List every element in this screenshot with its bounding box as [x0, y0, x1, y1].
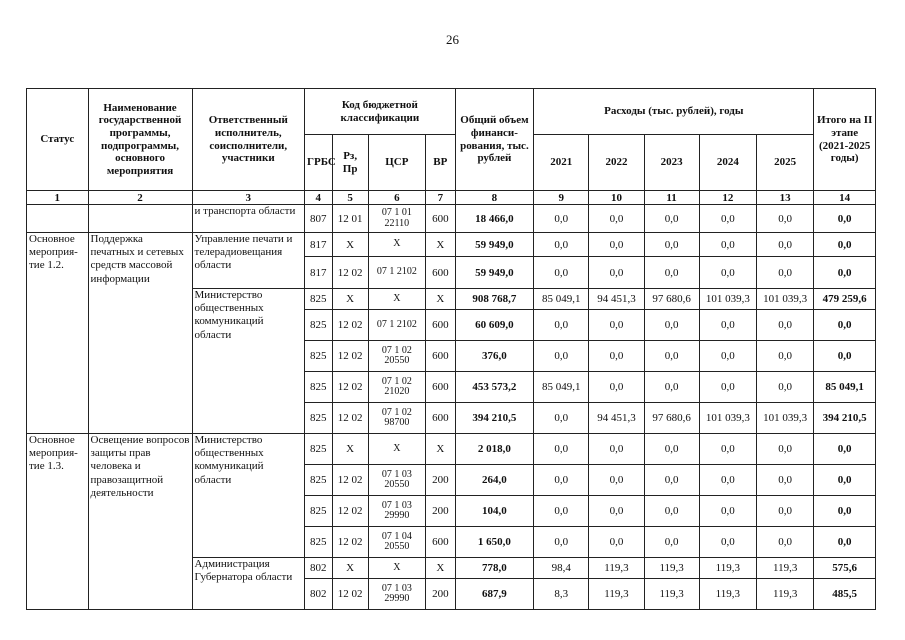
budget-table	[26, 88, 876, 610]
year-2021-cell: 0,0	[534, 434, 589, 465]
column-number: 6	[368, 191, 425, 205]
total-cell: 59 949,0	[455, 233, 534, 257]
rzpr-cell: 12 02	[332, 403, 368, 434]
year-2025-cell: 0,0	[757, 496, 814, 527]
year-2024-cell: 0,0	[699, 257, 756, 289]
year-2022-cell: 0,0	[589, 434, 644, 465]
rzpr-cell: 12 02	[332, 496, 368, 527]
year-2024-cell: 0,0	[699, 205, 756, 233]
year-2022-cell: 119,3	[589, 558, 644, 579]
grbs-cell: 825	[305, 527, 333, 558]
csr-cell: Х	[368, 289, 425, 310]
grbs-cell: 825	[305, 341, 333, 372]
column-number: 11	[644, 191, 699, 205]
year-2025-cell: 0,0	[757, 434, 814, 465]
column-number: 14	[814, 191, 876, 205]
year-2025-cell: 0,0	[757, 233, 814, 257]
year-2021-cell: 0,0	[534, 310, 589, 341]
year-2023-cell: 0,0	[644, 257, 699, 289]
header-grbs: ГРБС	[305, 135, 333, 191]
grbs-cell: 817	[305, 257, 333, 289]
year-2022-cell: 0,0	[589, 233, 644, 257]
year-2022-cell: 0,0	[589, 496, 644, 527]
rzpr-cell: 12 02	[332, 372, 368, 403]
year-2023-cell: 0,0	[644, 341, 699, 372]
csr-cell: 07 1 02 20550	[368, 341, 425, 372]
rzpr-cell: 12 02	[332, 310, 368, 341]
year-2024-cell: 0,0	[699, 496, 756, 527]
total-cell: 687,9	[455, 579, 534, 610]
header-year-2022: 2022	[589, 135, 644, 191]
year-2021-cell: 0,0	[534, 341, 589, 372]
total-cell: 59 949,0	[455, 257, 534, 289]
stage-total-cell: 0,0	[814, 257, 876, 289]
vr-cell: 600	[425, 310, 455, 341]
rzpr-cell: 12 02	[332, 527, 368, 558]
vr-cell: 200	[425, 496, 455, 527]
year-2025-cell: 0,0	[757, 527, 814, 558]
vr-cell: Х	[425, 434, 455, 465]
header-status: Статус	[27, 89, 89, 191]
csr-cell: 07 1 01 22110	[368, 205, 425, 233]
status-cell: Основное мероприя-тие 1.2.	[27, 233, 89, 434]
year-2023-cell: 0,0	[644, 465, 699, 496]
stage-total-cell: 0,0	[814, 434, 876, 465]
vr-cell: 600	[425, 205, 455, 233]
total-cell: 376,0	[455, 341, 534, 372]
stage-total-cell: 485,5	[814, 579, 876, 610]
responsible-cell: Администрация Губернатора области	[192, 558, 304, 610]
responsible-cell: Управление печати и телерадиовещания области	[192, 233, 304, 289]
year-2024-cell: 0,0	[699, 372, 756, 403]
stage-total-cell: 0,0	[814, 310, 876, 341]
vr-cell: 600	[425, 341, 455, 372]
header-rzpr: Рз, Пр	[332, 135, 368, 191]
year-2025-cell: 0,0	[757, 372, 814, 403]
grbs-cell: 825	[305, 496, 333, 527]
year-2022-cell: 0,0	[589, 527, 644, 558]
stage-total-cell: 0,0	[814, 527, 876, 558]
vr-cell: 600	[425, 527, 455, 558]
csr-cell: 07 1 03 20550	[368, 465, 425, 496]
rzpr-cell: Х	[332, 233, 368, 257]
measure-name-cell: Поддержка печатных и сетевых средств массовой информации	[88, 233, 192, 434]
total-cell: 1 650,0	[455, 527, 534, 558]
year-2024-cell: 119,3	[699, 579, 756, 610]
year-2021-cell: 0,0	[534, 403, 589, 434]
grbs-cell: 802	[305, 558, 333, 579]
year-2022-cell: 0,0	[589, 341, 644, 372]
year-2021-cell: 0,0	[534, 496, 589, 527]
year-2022-cell: 94 451,3	[589, 403, 644, 434]
column-number: 4	[305, 191, 333, 205]
year-2021-cell: 8,3	[534, 579, 589, 610]
year-2024-cell: 101 039,3	[699, 403, 756, 434]
rzpr-cell: 12 02	[332, 257, 368, 289]
responsible-cell: Министерство общественных коммуникаций области	[192, 434, 304, 558]
total-cell: 60 609,0	[455, 310, 534, 341]
csr-cell: 07 1 04 20550	[368, 527, 425, 558]
year-2023-cell: 0,0	[644, 527, 699, 558]
stage-total-cell: 0,0	[814, 341, 876, 372]
csr-cell: 07 1 03 29990	[368, 579, 425, 610]
total-cell: 2 018,0	[455, 434, 534, 465]
grbs-cell: 802	[305, 579, 333, 610]
year-2023-cell: 119,3	[644, 558, 699, 579]
csr-cell: 07 1 2102	[368, 257, 425, 289]
header-vr: ВР	[425, 135, 455, 191]
csr-cell: 07 1 02 98700	[368, 403, 425, 434]
rzpr-cell: 12 02	[332, 465, 368, 496]
year-2023-cell: 0,0	[644, 310, 699, 341]
year-2022-cell: 0,0	[589, 205, 644, 233]
year-2025-cell: 101 039,3	[757, 289, 814, 310]
status-cell-empty	[27, 205, 89, 233]
year-2025-cell: 0,0	[757, 257, 814, 289]
year-2023-cell: 97 680,6	[644, 403, 699, 434]
header-name: Наименование государственной программы, подпрограммы, основного мероприятия	[88, 89, 192, 191]
rzpr-cell: Х	[332, 434, 368, 465]
stage-total-cell: 85 049,1	[814, 372, 876, 403]
year-2023-cell: 0,0	[644, 205, 699, 233]
stage-total-cell: 479 259,6	[814, 289, 876, 310]
year-2025-cell: 101 039,3	[757, 403, 814, 434]
year-2021-cell: 0,0	[534, 233, 589, 257]
stage-total-cell: 0,0	[814, 233, 876, 257]
column-number: 5	[332, 191, 368, 205]
table-row	[27, 205, 876, 233]
rzpr-cell: 12 01	[332, 205, 368, 233]
year-2023-cell: 0,0	[644, 434, 699, 465]
year-2024-cell: 0,0	[699, 341, 756, 372]
vr-cell: 600	[425, 257, 455, 289]
grbs-cell: 825	[305, 372, 333, 403]
responsible-cell: и транспорта области	[192, 205, 304, 233]
year-2024-cell: 0,0	[699, 527, 756, 558]
grbs-cell: 825	[305, 465, 333, 496]
year-2022-cell: 0,0	[589, 257, 644, 289]
measure-name-cell: Освещение вопросов защиты прав человека и правозащитной деятельности	[88, 434, 192, 610]
column-number: 8	[455, 191, 534, 205]
stage-total-cell: 575,6	[814, 558, 876, 579]
column-number: 7	[425, 191, 455, 205]
vr-cell: 200	[425, 579, 455, 610]
column-number-row	[27, 191, 876, 205]
header-total-volume: Общий объем финанси-рования, тыс. рублей	[455, 89, 534, 191]
column-number: 1	[27, 191, 89, 205]
column-number: 3	[192, 191, 304, 205]
year-2024-cell: 0,0	[699, 465, 756, 496]
year-2022-cell: 119,3	[589, 579, 644, 610]
total-cell: 778,0	[455, 558, 534, 579]
stage-total-cell: 0,0	[814, 465, 876, 496]
header-responsible: Ответственный исполнитель, соисполнители, участники	[192, 89, 304, 191]
total-cell: 104,0	[455, 496, 534, 527]
column-number: 13	[757, 191, 814, 205]
total-cell: 18 466,0	[455, 205, 534, 233]
year-2021-cell: 85 049,1	[534, 289, 589, 310]
vr-cell: 200	[425, 465, 455, 496]
header-year-2021: 2021	[534, 135, 589, 191]
csr-cell: Х	[368, 434, 425, 465]
year-2025-cell: 0,0	[757, 310, 814, 341]
header-csr: ЦСР	[368, 135, 425, 191]
year-2025-cell: 119,3	[757, 579, 814, 610]
year-2021-cell: 98,4	[534, 558, 589, 579]
year-2021-cell: 85 049,1	[534, 372, 589, 403]
csr-cell: 07 1 03 29990	[368, 496, 425, 527]
vr-cell: 600	[425, 403, 455, 434]
csr-cell: Х	[368, 233, 425, 257]
rzpr-cell: Х	[332, 558, 368, 579]
vr-cell: Х	[425, 558, 455, 579]
column-number: 2	[88, 191, 192, 205]
responsible-cell: Министерство общественных коммуникаций области	[192, 289, 304, 434]
year-2023-cell: 0,0	[644, 372, 699, 403]
header-expenses: Расходы (тыс. рублей), годы	[534, 89, 814, 135]
grbs-cell: 817	[305, 233, 333, 257]
status-cell: Основное мероприя-тие 1.3.	[27, 434, 89, 610]
table-row	[27, 233, 876, 257]
total-cell: 394 210,5	[455, 403, 534, 434]
csr-cell: 07 1 02 21020	[368, 372, 425, 403]
rzpr-cell: 12 02	[332, 341, 368, 372]
stage-total-cell: 0,0	[814, 496, 876, 527]
year-2025-cell: 0,0	[757, 341, 814, 372]
csr-cell: Х	[368, 558, 425, 579]
year-2024-cell: 0,0	[699, 233, 756, 257]
year-2025-cell: 119,3	[757, 558, 814, 579]
year-2022-cell: 94 451,3	[589, 289, 644, 310]
total-cell: 264,0	[455, 465, 534, 496]
year-2021-cell: 0,0	[534, 205, 589, 233]
year-2025-cell: 0,0	[757, 205, 814, 233]
total-cell: 908 768,7	[455, 289, 534, 310]
year-2024-cell: 0,0	[699, 310, 756, 341]
year-2021-cell: 0,0	[534, 527, 589, 558]
column-number: 9	[534, 191, 589, 205]
header-year-2024: 2024	[699, 135, 756, 191]
year-2025-cell: 0,0	[757, 465, 814, 496]
total-cell: 453 573,2	[455, 372, 534, 403]
header-stage-total: Итого на II этапе (2021-2025 годы)	[814, 89, 876, 191]
grbs-cell: 825	[305, 434, 333, 465]
column-number: 12	[699, 191, 756, 205]
rzpr-cell: 12 02	[332, 579, 368, 610]
header-year-2023: 2023	[644, 135, 699, 191]
year-2024-cell: 101 039,3	[699, 289, 756, 310]
grbs-cell: 825	[305, 289, 333, 310]
year-2023-cell: 119,3	[644, 579, 699, 610]
year-2021-cell: 0,0	[534, 465, 589, 496]
year-2024-cell: 0,0	[699, 434, 756, 465]
year-2023-cell: 0,0	[644, 233, 699, 257]
year-2021-cell: 0,0	[534, 257, 589, 289]
header-budget-code: Код бюджетной классификации	[305, 89, 456, 135]
page-number: 26	[446, 32, 459, 47]
stage-total-cell: 0,0	[814, 205, 876, 233]
stage-total-cell: 394 210,5	[814, 403, 876, 434]
name-cell-empty	[88, 205, 192, 233]
year-2023-cell: 97 680,6	[644, 289, 699, 310]
year-2024-cell: 119,3	[699, 558, 756, 579]
year-2023-cell: 0,0	[644, 496, 699, 527]
grbs-cell: 807	[305, 205, 333, 233]
vr-cell: 600	[425, 372, 455, 403]
year-2022-cell: 0,0	[589, 310, 644, 341]
year-2022-cell: 0,0	[589, 372, 644, 403]
column-number: 10	[589, 191, 644, 205]
grbs-cell: 825	[305, 403, 333, 434]
grbs-cell: 825	[305, 310, 333, 341]
header-year-2025: 2025	[757, 135, 814, 191]
vr-cell: Х	[425, 233, 455, 257]
year-2022-cell: 0,0	[589, 465, 644, 496]
csr-cell: 07 1 2102	[368, 310, 425, 341]
table-row	[27, 434, 876, 465]
rzpr-cell: Х	[332, 289, 368, 310]
vr-cell: Х	[425, 289, 455, 310]
